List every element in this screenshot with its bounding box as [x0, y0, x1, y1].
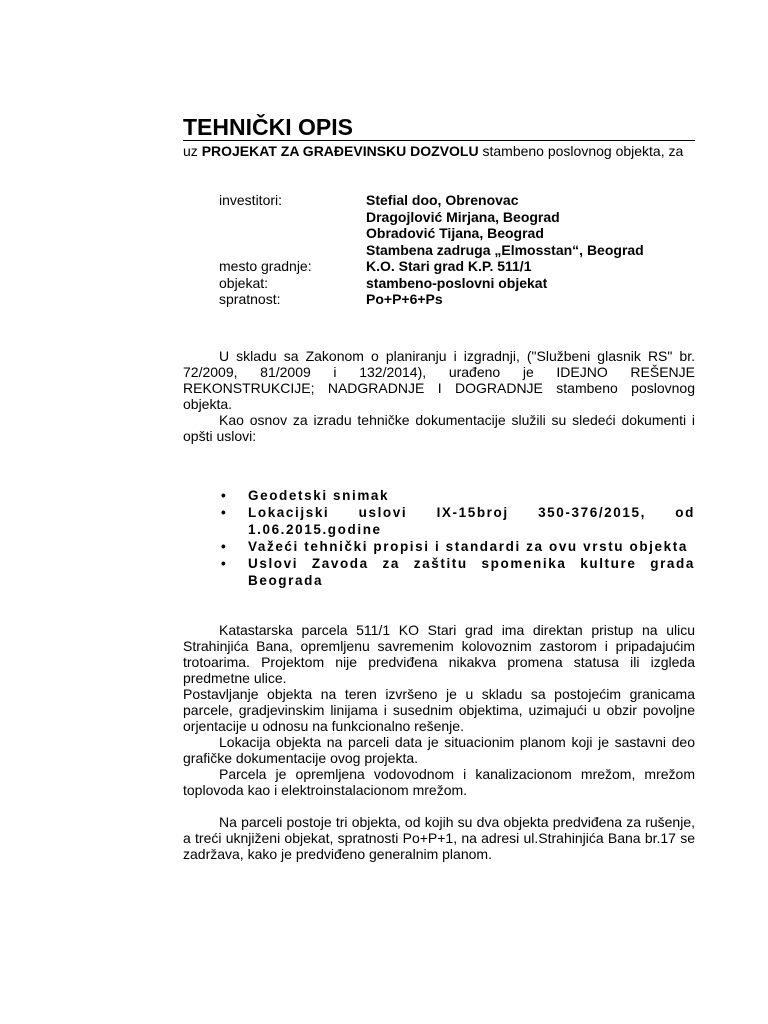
subtitle-project-type: PROJEKAT ZA GRAĐEVINSKU DOZVOLU [201, 143, 479, 159]
paragraph-parcel-access: Katastarska parcela 511/1 KO Stari grad ima direktan pristup na ulicu Strahinjića Bana, opremljenu savremenim kolovoznim zastorom i pripadajućim trotoarima. Projektom nije predviđena nikakva promena statusa ili izgleda predmetne ulice. [183, 621, 695, 686]
floors-value: Po+P+6+Ps [366, 291, 443, 307]
documents-list [183, 487, 695, 589]
paragraph-legal-basis: U skladu sa Zakonom o planiranju i izgradnji, ("Službeni glasnik RS" br. 72/2009, 81/2009 i 132/2014), urađeno je IDEJNO REŠENJE REKONSTRUKCIJE; NADGRADNJE I DOGRADNJE stambeno poslovnog objekta. [183, 347, 695, 412]
location-value: K.O. Stari grad K.P. 511/1 [366, 258, 532, 274]
paragraph-object-placement: Postavljanje objekta na teren izvršeno je u skladu sa postojećim granicama parcele, gradjevinskim linijama i susednim objektima, uzimajući u obzir povoljne orjentacije u odnosu na funkcionalno rešenje. [183, 685, 695, 734]
list-item [221, 555, 695, 589]
paragraph-utilities: Parcela je opremljena vodovodnom i kanalizacionom mrežom, mrežom toplovoda kao i elektroinstalacionom mrežom. [183, 765, 695, 798]
bullet-icon: • [221, 487, 226, 503]
paragraph-location-plan: Lokacija objekta na parceli data je situacionim planom koji je sastavni deo grafičke dokumentacije ovog projekta. [183, 733, 695, 766]
floors-label: spratnost: [219, 291, 281, 307]
document-subtitle [183, 143, 695, 159]
investor-1: Stefial doo, Obrenovac [366, 192, 519, 208]
bullet-icon: • [221, 555, 226, 571]
bullet-icon: • [221, 504, 226, 520]
list-item-text: Važeći tehnički propisi i standardi za ovu vrstu objekta [248, 538, 688, 554]
document-title: TEHNIČKI OPIS [183, 114, 695, 141]
location-label: mesto gradnje: [219, 258, 312, 274]
investor-2: Dragojlović Mirjana, Beograd [366, 208, 560, 225]
paragraph-existing-objects: Na parceli postoje tri objekta, od kojih su dva objekta predviđena za rušenje, a treći uknjiženi objekat, spratnosti Po+P+1, na adresi ul.Strahinjića Bana br.17 se zadržava, kako je predviđeno generalnim planom. [183, 813, 695, 862]
list-item-text: Uslovi Zavoda za zaštitu spomenika kulture grada Beograda [248, 555, 695, 588]
list-item [221, 538, 695, 555]
document-page [183, 114, 695, 862]
list-item-text: Geodetski snimak [248, 487, 390, 503]
paragraph-documentation-basis: Kao osnov za izradu tehničke dokumentacije služili su sledeći dokumenti i opšti uslovi: [183, 411, 695, 444]
bullet-icon: • [221, 538, 226, 554]
object-label: objekat: [219, 274, 269, 291]
investor-3: Obradović Tijana, Beograd [366, 225, 544, 241]
project-info-table [219, 192, 644, 308]
list-item [221, 504, 695, 538]
list-item-text: Lokacijski uslovi IX-15broj 350-376/2015, od 1.06.2015.godine [248, 504, 695, 537]
list-item [221, 487, 695, 504]
object-value: stambeno-poslovni objekat [366, 274, 548, 291]
investors-label: investitori: [219, 192, 283, 208]
subtitle-prefix: uz [183, 143, 202, 159]
investor-4: Stambena zadruga „Elmosstan“, Beograd [366, 241, 644, 258]
subtitle-rest: stambeno poslovnog objekta, za [478, 143, 684, 159]
